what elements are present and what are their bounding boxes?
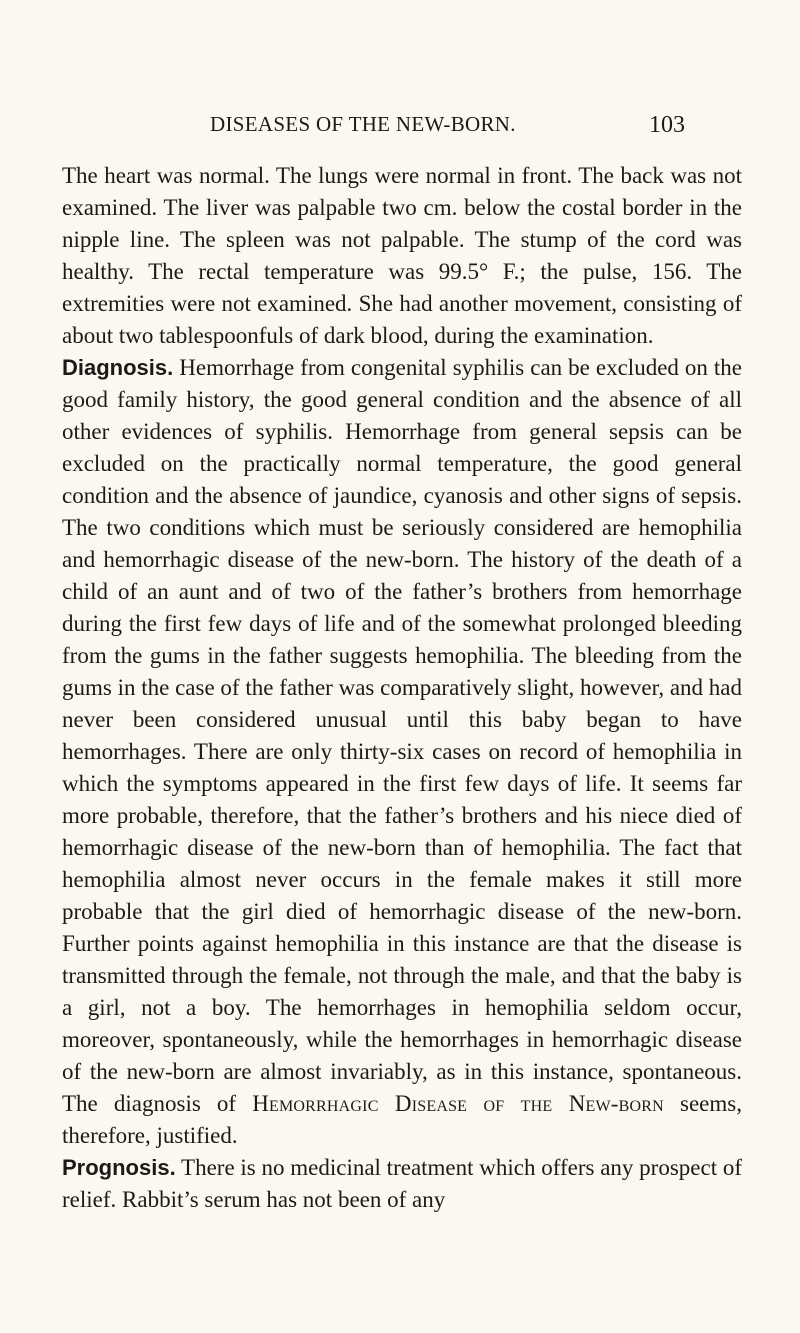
- paragraph-diagnosis: [62, 352, 742, 1152]
- prognosis-heading: Prognosis.: [62, 1155, 176, 1180]
- paragraph-text: The heart was normal. The lungs were normal in front. The back was not examined. The liver was palpable two cm. below the costal border in the nipple line. The spleen was not palpable. The stump of the cord was healthy. The rectal temperature was 99.5° F.; the pulse, 156. The extremities were not examined. She had another movement, consisting of about two tablespoonfuls of dark blood, during the examination.: [62, 163, 742, 348]
- diagnosis-term: Hemorrhagic Disease of the New-born: [252, 1091, 664, 1116]
- page-number: 103: [649, 112, 685, 138]
- paragraph-text: There is no medicinal treatment which offers any prospect of relief. Rabbit’s serum has not been of any: [62, 1155, 742, 1212]
- running-title: DISEASES OF THE NEW-BORN.: [210, 112, 516, 136]
- paragraph-prognosis: [62, 1152, 742, 1216]
- diagnosis-heading: Diagnosis.: [62, 355, 174, 380]
- paragraph-text: Hemorrhage from congenital syphilis can be excluded on the good family history, the good general condition and the absence of all other evidences of syphilis. Hemorrhage from general sepsis can be excluded on the practically normal temperature, the good general condition and the absence of jaundice, cyanosis and other signs of sepsis. The two conditions which must be seriously considered are hemophilia and hemorrhagic disease of the new-born. The history of the death of a child of an aunt and of two of the father’s brothers from hemorrhage during the first few days of life and of the somewhat prolonged bleeding from the gums in the father suggests hemophilia. The bleeding from the gums in the case of the father was comparatively slight, however, and had never been considered unusual until this baby began to have hemorrhages. There are only thirty-six cases on record of hemophilia in which the symptoms appeared in the first few days of life. It seems far more probable, therefore, that the father’s brothers and his niece died of hemorrhagic disease of the new-born than of hemophilia. The fact that hemophilia almost never occurs in the female makes it still more probable that the girl died of hemorrhagic disease of the new-born. Further points against hemophilia in this instance are that the disease is transmitted through the female, not through the male, and that the baby is a girl, not a boy. The hemorrhages in hemophilia seldom occur, moreover, spontaneously, while the hemorrhages in hemorrhagic disease of the new-born are almost invariably, as in this instance, spontaneous. The diagnosis of: [62, 355, 742, 1116]
- paragraph-text: seems, therefore, justified.: [62, 1091, 742, 1148]
- paragraph-examination: [62, 160, 742, 352]
- body-text: [62, 160, 742, 1216]
